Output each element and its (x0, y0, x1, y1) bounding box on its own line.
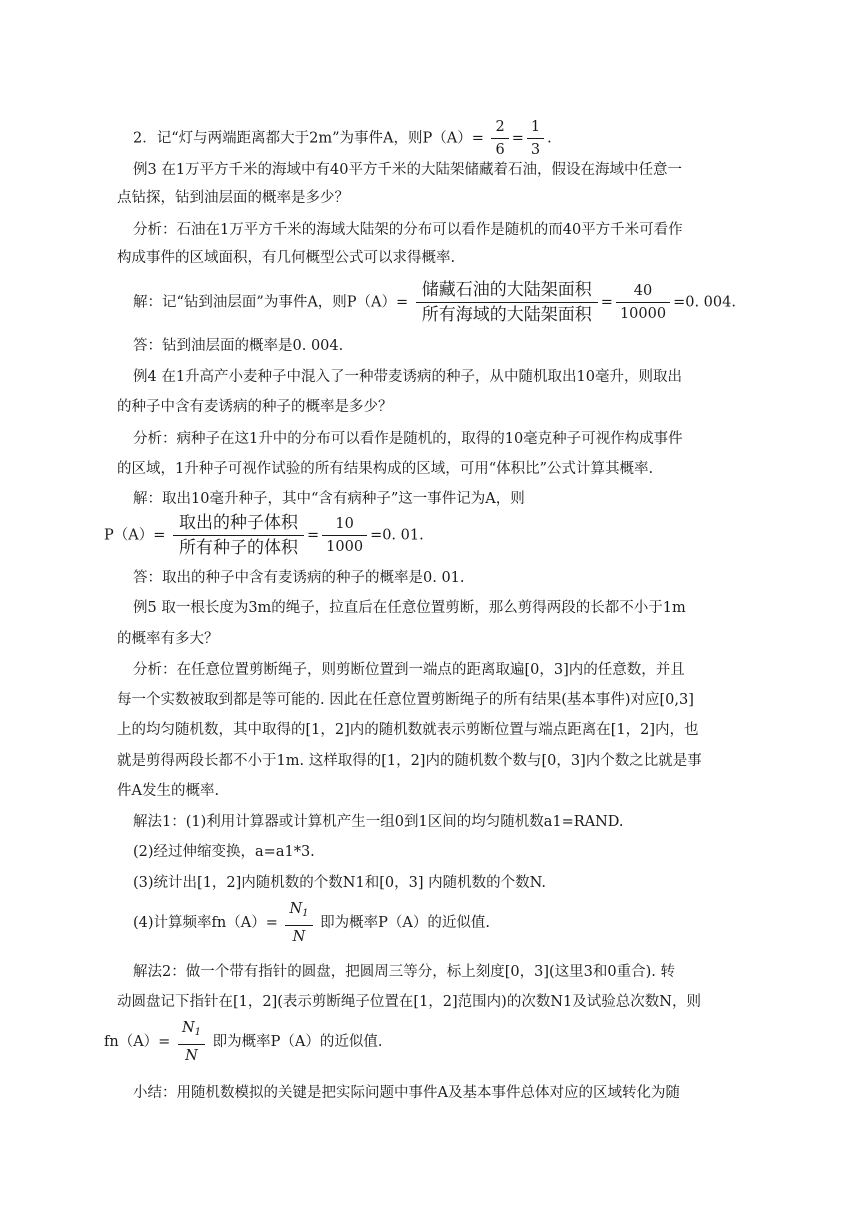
method-2-formula (104, 1017, 382, 1067)
solution-3-line (133, 278, 736, 327)
analysis-4-line-1: 分析：病种子在这1升中的分布可以看作是随机的，取得的10毫克种子可视作构成事件 (133, 431, 683, 447)
fraction-volume-ratio (173, 511, 304, 560)
result: =0. 01. (370, 527, 424, 544)
method-1-step-1: 解法1：(1)利用计算器或计算机产生一组0到1区间的均匀随机数a1=RAND. (133, 814, 624, 830)
formula-end: 即为概率P（A）的近似值. (212, 1034, 383, 1050)
denominator: 所有海域的大陆架面积 (421, 305, 592, 325)
formula-lhs: fn（A）= (104, 1034, 171, 1050)
denominator: N (292, 929, 306, 945)
fraction-n1-n (178, 1017, 205, 1067)
example-3-line-1: 例3 在1万平方千米的海域中有40平方千米的大陆架储藏着石油，假设在海域中任意一 (133, 162, 683, 178)
line-1 (133, 116, 552, 161)
method-2-line-1: 解法2：做一个带有指针的圆盘，把圆周三等分，标上刻度[0，3](这里3和0重合). 转 (133, 964, 675, 980)
step-4-end: 即为概率P（A）的近似值. (320, 915, 490, 931)
period: . (547, 130, 552, 147)
solution-3-text: 解：记“钻到油层面”为事件A，则P（A）= (133, 294, 409, 311)
equals: = (511, 130, 524, 147)
analysis-3-line-1: 分析：石油在1万平方千米的海域大陆架的分布可以看作是随机的而40平方千米可看作 (133, 222, 683, 238)
analysis-5-line-4: 就是剪得两段长都不小于1m. 这样取得的[1，2]内的随机数个数与[0，3]内个数之比就是事 (117, 753, 702, 769)
n-symbol: N (181, 1020, 195, 1036)
numerator: 40 (616, 280, 670, 303)
subscript: 1 (302, 908, 309, 919)
line-1-text: 2．记“灯与两端距离都大于2m”为事件A，则P（A）= (133, 130, 484, 147)
answer-3: 答：钻到油层面的概率是0. 004. (133, 338, 344, 354)
numerator: 2 (491, 116, 508, 139)
fraction-40-10000 (616, 280, 670, 325)
numerator: 10 (322, 513, 367, 536)
result: =0. 004. (673, 294, 736, 311)
numerator: 1 (527, 116, 544, 139)
method-1-step-3: (3)统计出[1，2]内随机数的个数N1和[0，3] 内随机数的个数N. (133, 875, 546, 891)
analysis-5-line-2: 每一个实数被取到都是等可能的. 因此在任意位置剪断绳子的所有结果(基本事件)对应[0,3] (117, 692, 694, 708)
example-5-line-2: 的概率有多大？ (117, 631, 219, 647)
denominator: 3 (530, 142, 541, 158)
equals: = (307, 527, 320, 544)
step-4-text: (4)计算频率fn（A）= (133, 915, 278, 931)
denominator: 6 (495, 142, 505, 158)
method-1-step-4 (133, 898, 490, 948)
method-1-step-2: (2)经过伸缩变换，a=a1*3. (133, 844, 315, 860)
numerator (178, 1017, 205, 1045)
example-3-line-2: 点钻探，钻到油层面的概率是多少？ (117, 190, 349, 206)
denominator: 1000 (326, 539, 364, 555)
method-2-line-2: 动圆盘记下指针在[1，2](表示剪断绳子位置在[1，2]范围内)的次数N1及试验总次数N，则 (117, 994, 701, 1010)
n-symbol: N (289, 901, 303, 917)
numerator: 取出的种子体积 (173, 511, 304, 536)
formula-lhs: P（A）= (104, 527, 166, 544)
example-4-line-2: 的种子中含有麦诱病的种子的概率是多少？ (117, 399, 393, 415)
fraction-area-ratio (416, 278, 598, 327)
example-4-line-1: 例4 在1升高产小麦种子中混入了一种带麦诱病的种子，从中随机取出10毫升，则取出 (133, 369, 683, 385)
summary-line: 小结：用随机数模拟的关键是把实际问题中事件A及基本事件总体对应的区域转化为随 (133, 1085, 680, 1101)
example-5-line-1: 例5 取一根长度为3m的绳子，拉直后在任意位置剪断，那么剪得两段的长都不小于1m (133, 600, 686, 616)
fraction-10-1000 (322, 513, 367, 558)
equals: = (600, 294, 613, 311)
analysis-3-line-2: 构成事件的区域面积，有几何概型公式可以求得概率. (117, 250, 456, 266)
numerator: 储藏石油的大陆架面积 (416, 278, 598, 303)
numerator (285, 898, 312, 926)
analysis-5-line-3: 上的均匀随机数，其中取得的[1，2]内的随机数就表示剪断位置与端点距离在[1，2]内，也 (117, 722, 699, 738)
fraction-2-6 (491, 116, 508, 161)
analysis-4-line-2: 的区域，1升种子可视作试验的所有结果构成的区域，可用“体积比”公式计算其概率. (117, 461, 654, 477)
solution-4-formula (104, 511, 424, 560)
answer-4: 答：取出的种子中含有麦诱病的种子的概率是0. 01. (133, 570, 465, 586)
subscript: 1 (194, 1027, 201, 1038)
denominator: N (185, 1048, 198, 1064)
analysis-5-line-5: 件A发生的概率. (117, 783, 220, 799)
solution-4-line-1: 解：取出10毫升种子，其中“含有病种子”这一事件记为A，则 (133, 491, 525, 507)
fraction-1-3 (527, 116, 544, 161)
analysis-5-line-1: 分析：在任意位置剪断绳子，则剪断位置到一端点的距离取遍[0，3]内的任意数，并且 (133, 662, 685, 678)
fraction-n1-n (285, 898, 312, 948)
denominator: 所有种子的体积 (179, 538, 298, 558)
denominator: 10000 (619, 306, 667, 322)
